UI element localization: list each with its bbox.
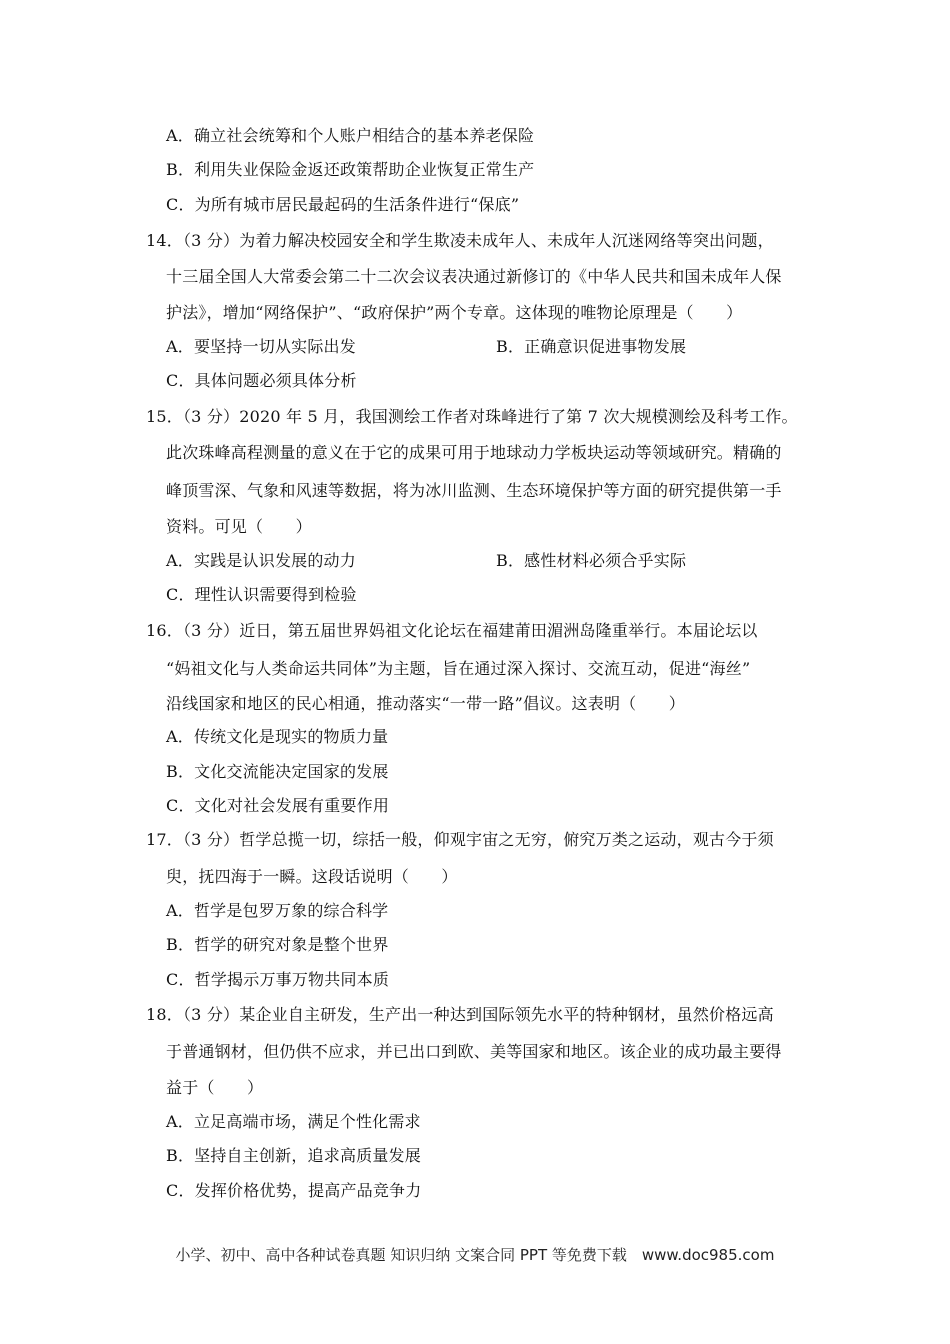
q17-stem-line2: 臾，抚四海于一瞬。这段话说明（ ） (166, 867, 458, 886)
q14-option-c: C．具体问题必须具体分析 (166, 371, 357, 390)
q17-option-a: A．哲学是包罗万象的综合科学 (166, 901, 389, 920)
q15-option-a: A．实践是认识发展的动力 (166, 551, 356, 570)
q15-stem-line2: 此次珠峰高程测量的意义在于它的成果可用于地球动力学板块运动等领域研究。精确的 (166, 443, 782, 462)
q14-stem-line1: 14．（3 分）为着力解决校园安全和学生欺凌未成年人、未成年人沉迷网络等突出问题， (146, 231, 774, 250)
q13-option-a: A．确立社会统筹和个人账户相结合的基本养老保险 (166, 126, 535, 145)
q17-option-b: B．哲学的研究对象是整个世界 (166, 935, 389, 954)
q14-stem-line2: 十三届全国人大常委会第二十二次会议表决通过新修订的《中华人民共和国未成年人保 (166, 267, 782, 286)
q13-option-c: C．为所有城市居民最起码的生活条件进行“保底” (166, 195, 520, 214)
q18-option-c: C．发挥价格优势，提高产品竞争力 (166, 1181, 422, 1200)
q15-stem-line4: 资料。可见（ ） (166, 517, 312, 536)
q14-stem-line3: 护法》，增加“网络保护”、“政府保护”两个专章。这体现的唯物论原理是（ ） (166, 303, 743, 322)
q14-option-a: A．要坚持一切从实际出发 (166, 337, 356, 356)
q16-option-c: C．文化对社会发展有重要作用 (166, 796, 390, 815)
q16-option-b: B．文化交流能决定国家的发展 (166, 762, 389, 781)
q16-stem-line3: 沿线国家和地区的民心相通，推动落实“一带一路”倡议。这表明（ ） (166, 694, 685, 713)
q17-option-c: C．哲学揭示万事万物共同本质 (166, 970, 390, 989)
q18-stem-line3: 益于（ ） (166, 1078, 264, 1097)
q13-option-b: B．利用失业保险金返还政策帮助企业恢复正常生产 (166, 160, 535, 179)
q18-stem-line1: 18．（3 分）某企业自主研发，生产出一种达到国际领先水平的特种钢材，虽然价格远高 (146, 1005, 774, 1024)
q14-option-b: B．正确意识促进事物发展 (496, 337, 687, 356)
q16-stem-line2: “妈祖文化与人类命运共同体”为主题，旨在通过深入探讨、交流互动，促进“海丝” (166, 659, 751, 678)
q18-option-a: A．立足高端市场，满足个性化需求 (166, 1112, 421, 1131)
q15-option-b: B．感性材料必须合乎实际 (496, 551, 687, 570)
q17-stem-line1: 17．（3 分）哲学总揽一切，综括一般，仰观宇宙之无穷，俯究万类之运动，观古今于须 (146, 830, 774, 849)
q16-option-a: A．传统文化是现实的物质力量 (166, 727, 389, 746)
q16-stem-line1: 16．（3 分）近日，第五届世界妈祖文化论坛在福建莆田湄洲岛隆重举行。本届论坛以 (146, 621, 758, 640)
page-footer: 小学、初中、高中各种试卷真题 知识归纳 文案合同 PPT 等免费下载 www.doc985.com (175, 1246, 775, 1264)
q15-stem-line3: 峰顶雪深、气象和风速等数据，将为冰川监测、生态环境保护等方面的研究提供第一手 (166, 481, 782, 500)
q15-stem-line1: 15．（3 分）2020 年 5 月，我国测绘工作者对珠峰进行了第 7 次大规模测绘及科考工作。 (146, 407, 798, 426)
q15-option-c: C．理性认识需要得到检验 (166, 585, 357, 604)
q18-option-b: B．坚持自主创新，追求高质量发展 (166, 1146, 421, 1165)
q18-stem-line2: 于普通钢材，但仍供不应求，并已出口到欧、美等国家和地区。该企业的成功最主要得 (166, 1042, 782, 1061)
